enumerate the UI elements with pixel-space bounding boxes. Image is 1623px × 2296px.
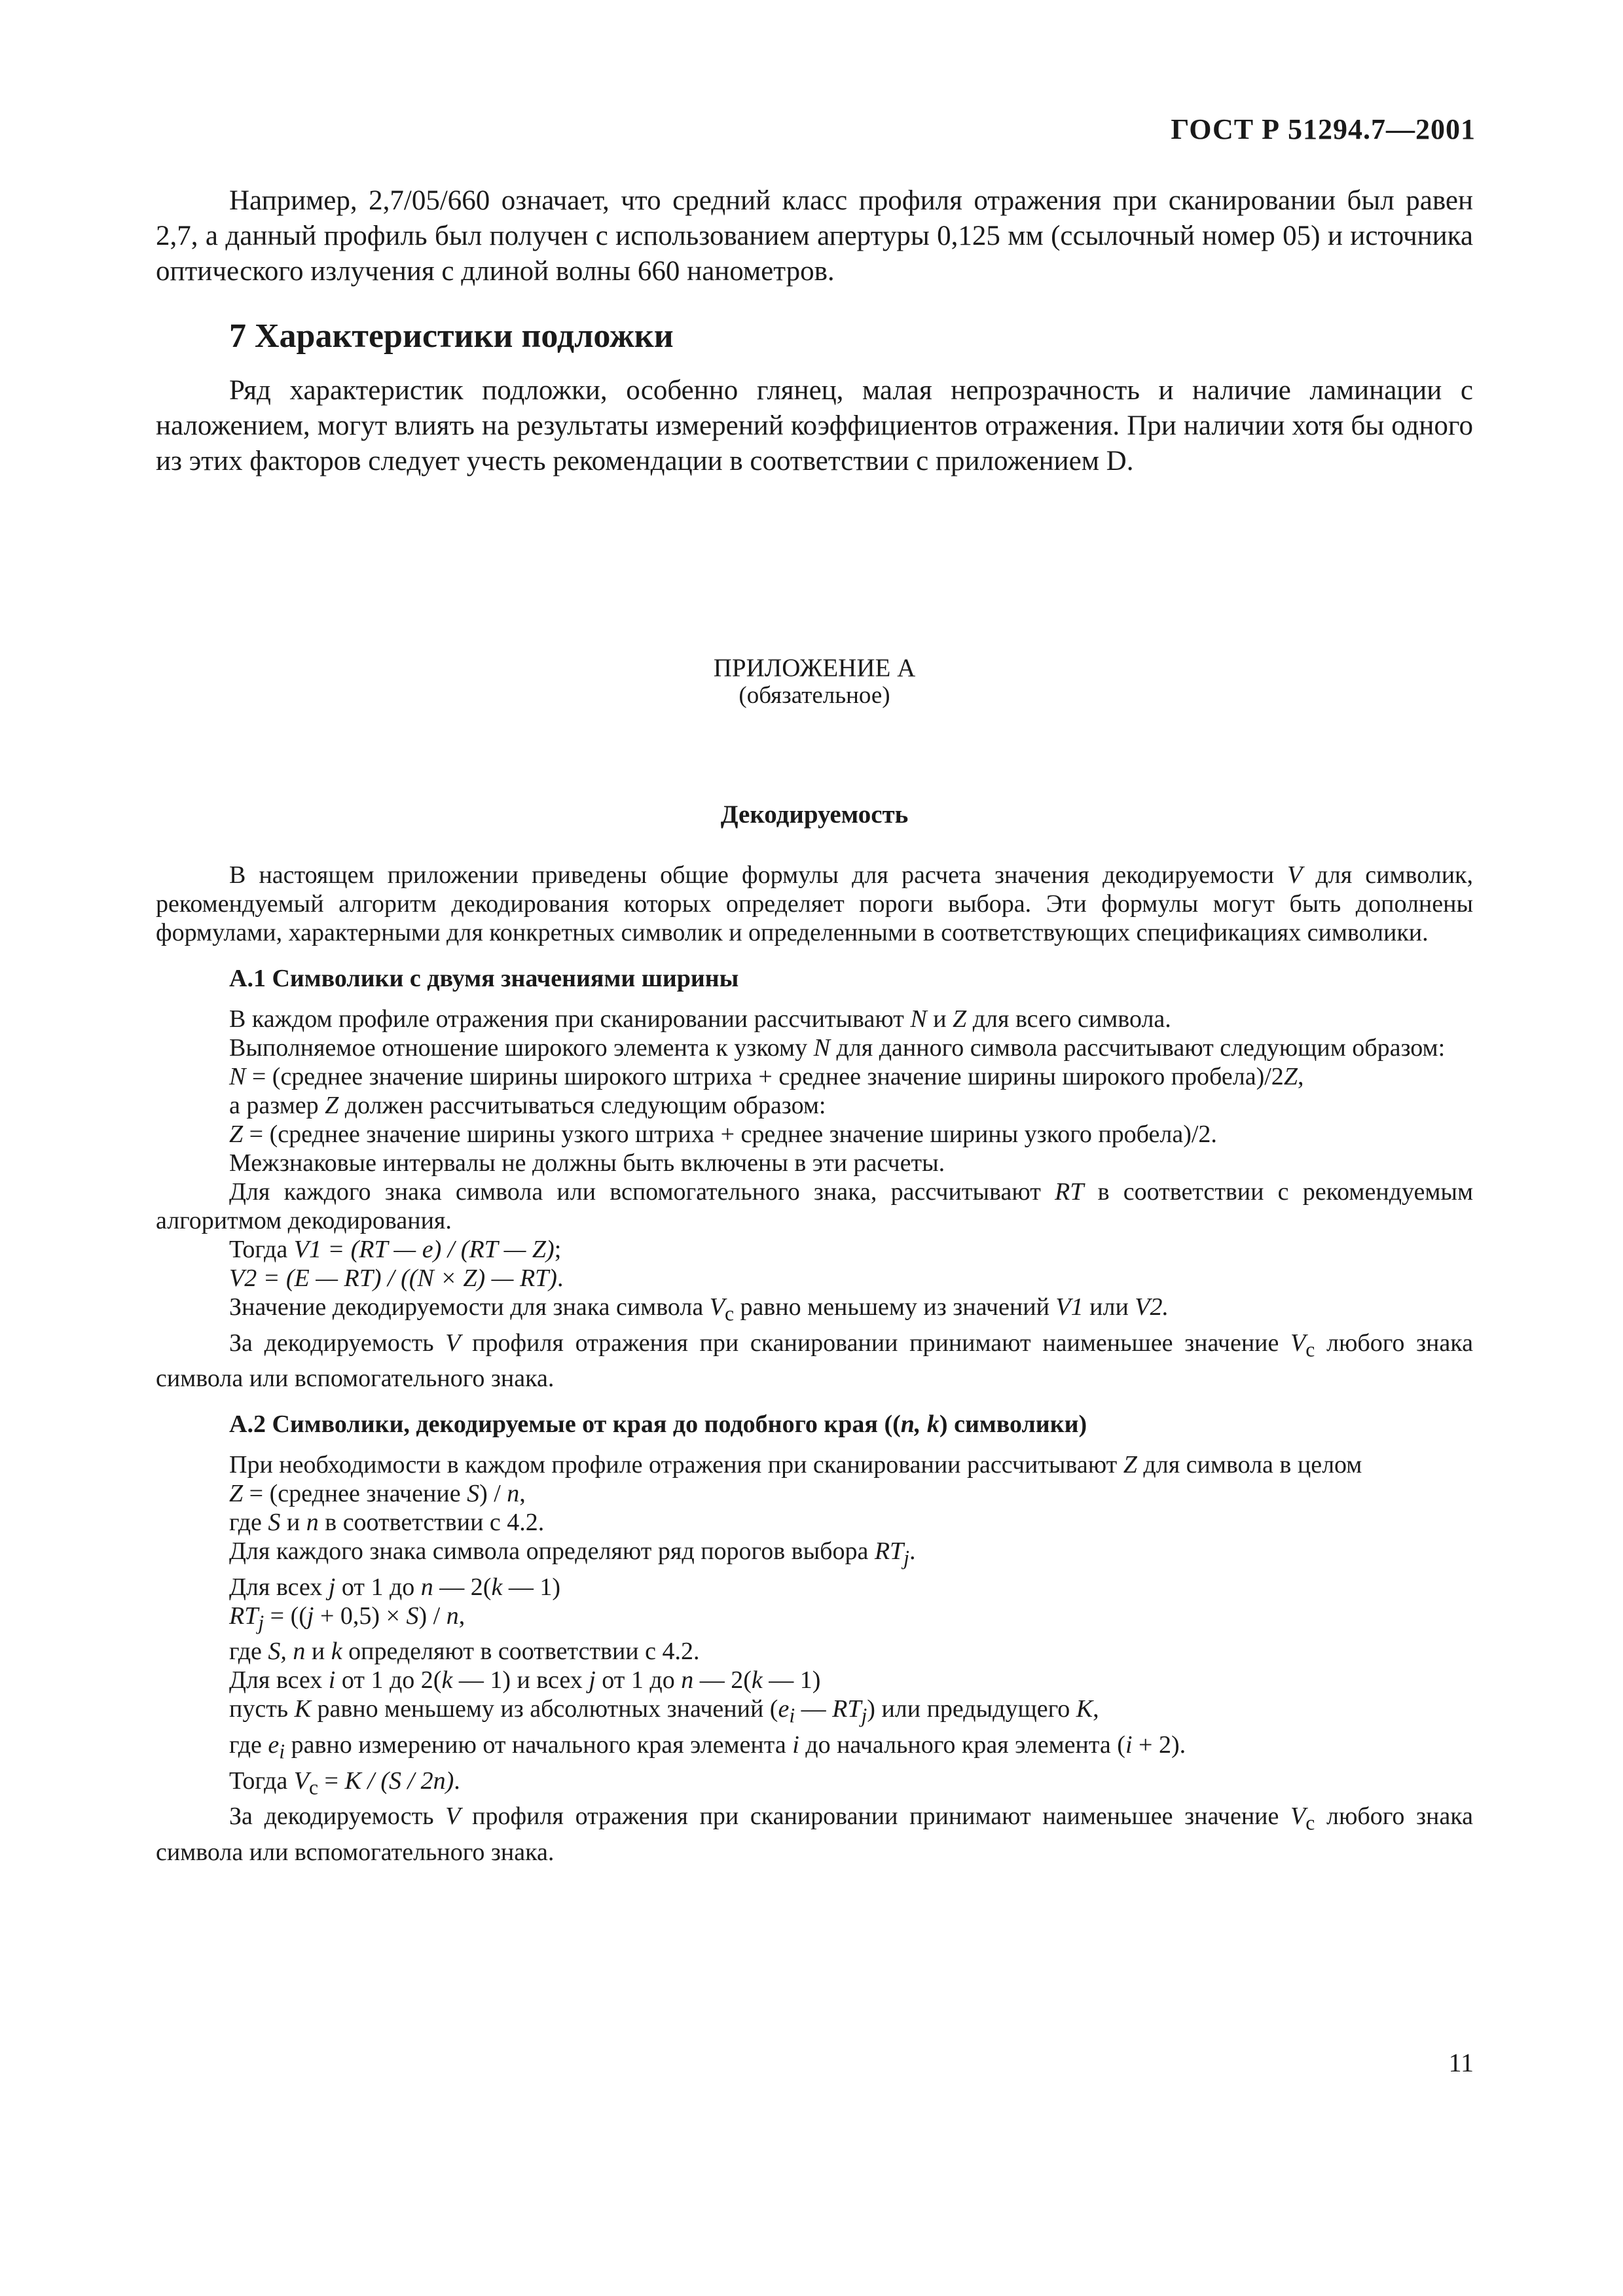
a1-formula: V2 = (E — RT) / ((N × Z) — RT).: [229, 1265, 564, 1292]
appendix-status: (обязательное): [739, 682, 890, 709]
a2-line: Для каждого знака символа определяют ряд порогов выбора $RT_j$.: [229, 1537, 916, 1570]
a1-formula: Z = (среднее значение ширины узкого штриха + среднее значение ширины узкого пробела)/2.: [229, 1121, 1217, 1148]
document-header: ГОСТ Р 51294.7—2001: [1171, 113, 1476, 145]
section-a2-heading: А.2 Символики, декодируемые от края до подобного края ((n, k) символики): [229, 1410, 1087, 1439]
a2-line: где S и n в соответствии с 4.2.: [229, 1509, 545, 1537]
a1-formula: N = (среднее значение ширины широкого штриха + среднее значение ширины широкого пробела)/2Z,: [229, 1063, 1304, 1090]
section-a1-heading: А.1 Символики с двумя значениями ширины: [229, 965, 739, 992]
a1-line: В каждом профиле отражения при сканировании рассчитывают N и Z для всего символа.: [229, 1005, 1171, 1033]
a2-line: Для всех j от 1 до n — 2(k — 1): [229, 1573, 560, 1601]
appendix-intro: В настоящем приложении приведены общие формулы для расчета значения декодируемости V для символик, рекомендуемый алгоритм декодирования которых определяет пороги выбора. Эти формулы могут быть дополнены формулами, характерными для конкретных символик и определенными в соответствующих спецификациях символики.: [156, 861, 1473, 946]
appendix-title: Декодируемость: [720, 800, 909, 829]
a1-line: Межзнаковые интервалы не должны быть включены в эти расчеты.: [229, 1149, 945, 1177]
a1-line: Выполняемое отношение широкого элемента к узкому N для данного символа рассчитывают следующим образом:: [229, 1034, 1446, 1062]
page-number: 11: [1448, 2048, 1474, 2077]
a1-line: Для каждого знака символа или вспомогательного знака, рассчитывают RT в соответствии с рекомендуемым алгоритмом декодирования.: [156, 1178, 1473, 1234]
a2-line: где $e_i$ равно измерению от начального края элемента i до начального края элемента (i + 2).: [229, 1731, 1186, 1763]
a2-line: где S, n и k определяют в соответствии с 4.2.: [229, 1638, 700, 1666]
a2-formula: $RT_j = ((j + 0,5) \times S) / n$,: [229, 1602, 465, 1634]
appendix-label: ПРИЛОЖЕНИЕ А: [713, 654, 916, 682]
intro-paragraph: Например, 2,7/05/660 означает, что средний класс профиля отражения при сканировании был равен 2,7, а данный профиль был получен с использованием апертуры 0,125 мм (ссылочный номер 05) и источника оптического излучения с длиной волны 660 нанометров.: [156, 185, 1473, 287]
section-7-paragraph: Ряд характеристик подложки, особенно глянец, малая непрозрачность и наличие ламинации с наложением, могут влиять на результаты измерений коэффициентов отражения. При наличии хотя бы одного из этих факторов следует учесть рекомендации в соответствии с приложением D.: [156, 375, 1473, 476]
appendix-header: [156, 655, 1473, 709]
a1-line: а размер Z должен рассчитываться следующим образом:: [229, 1092, 826, 1119]
a1-formula: Тогда V1 = (RT — e) / (RT — Z);: [229, 1236, 562, 1263]
a2-line: пусть K равно меньшему из абсолютных значений ($e_i$ — $RT_j$) или предыдущего K,: [229, 1695, 1099, 1727]
section-7-heading: 7 Характеристики подложки: [229, 317, 674, 355]
a2-line: Для всех i от 1 до 2(k — 1) и всех j от 1 до n — 2(k — 1): [229, 1666, 821, 1695]
a2-line: За декодируемость V профиля отражения при сканировании принимают наименьшее значение $V_c$ любого знака символа или вспомогательного знака.: [156, 1803, 1474, 1866]
page-content: [156, 183, 1473, 1867]
a1-line: Значение декодируемости для знака символа $V_c$ равно меньшему из значений V1 или V2.: [229, 1293, 1169, 1325]
a2-formula: Тогда $V_c = K / (S / 2n)$.: [229, 1767, 460, 1799]
a2-formula: Z = (среднее значение S) / n,: [229, 1480, 526, 1508]
a2-line: При необходимости в каждом профиле отражения при сканировании рассчитывают Z для символа в целом: [229, 1451, 1362, 1479]
a1-line: За декодируемость V профиля отражения при сканировании принимают наименьшее значение $V_c$ любого знака символа или вспомогательного знака.: [156, 1329, 1474, 1393]
